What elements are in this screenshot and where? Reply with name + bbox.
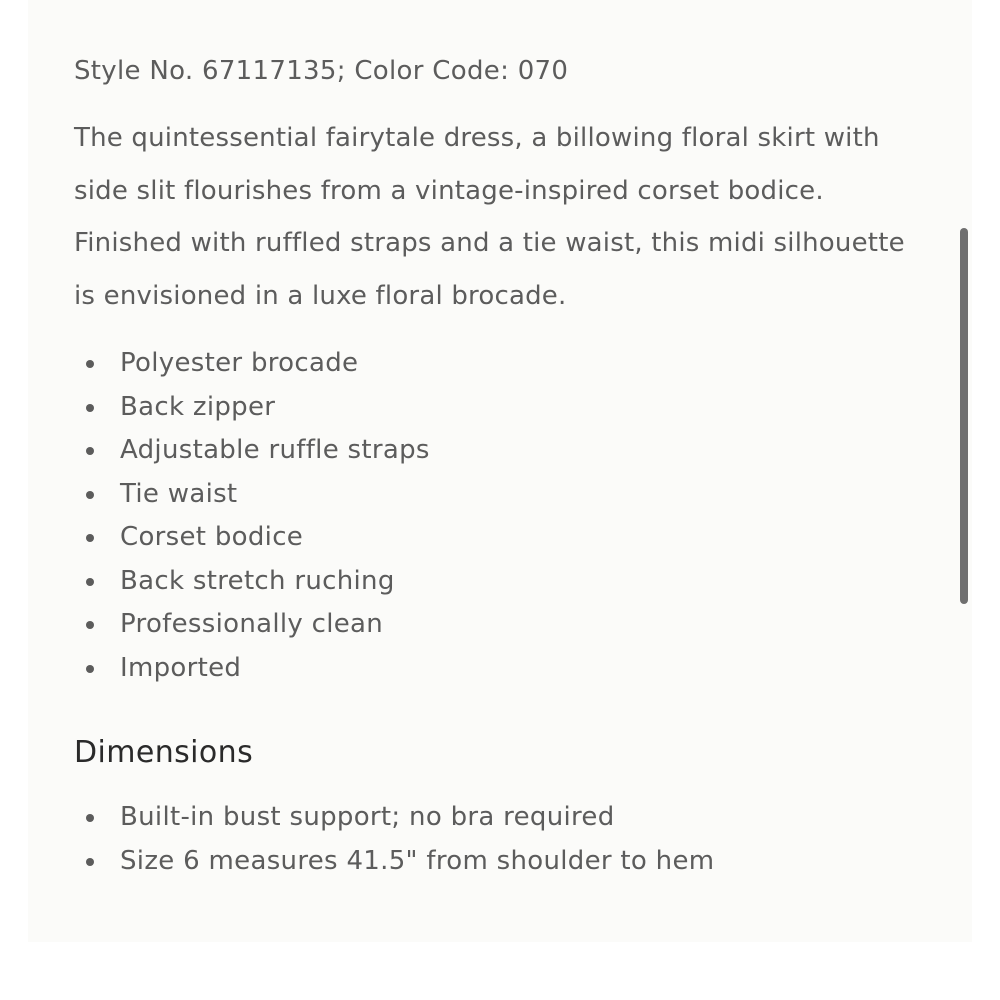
bullet-icon (86, 491, 94, 499)
list-item (74, 342, 914, 386)
feature-label: Tie waist (120, 478, 238, 509)
dimension-label: Built-in bust support; no bra required (120, 802, 615, 832)
list-item (74, 796, 914, 840)
product-details-panel (28, 0, 972, 942)
list-item (74, 603, 914, 647)
bullet-icon (86, 404, 94, 412)
list-item (74, 647, 914, 691)
dimensions-heading: Dimensions (74, 735, 254, 770)
bullet-icon (86, 534, 94, 542)
list-item (74, 473, 914, 517)
bullet-icon (86, 360, 94, 368)
feature-label: Polyester brocade (120, 348, 359, 378)
vertical-scrollbar[interactable] (960, 228, 968, 604)
bullet-icon (86, 621, 94, 629)
bullet-icon (86, 665, 94, 673)
feature-label: Imported (120, 652, 242, 683)
bullet-icon (86, 814, 94, 822)
bullet-icon (86, 578, 94, 586)
dimensions-list (74, 796, 914, 883)
dimension-label: Size 6 measures 41.5" from shoulder to hem (120, 845, 715, 876)
feature-label: Adjustable ruffle straps (120, 435, 430, 465)
feature-label: Professionally clean (120, 609, 384, 639)
feature-label: Corset bodice (120, 522, 304, 552)
style-number: Style No. 67117135; Color Code: 070 (74, 56, 569, 86)
bullet-icon (86, 447, 94, 455)
list-item (74, 560, 914, 604)
list-item (74, 516, 914, 560)
list-item (74, 840, 914, 884)
product-description: The quintessential fairytale dress, a billowing floral skirt with side slit flourishes from a vintage-inspired corset bodice. Finished with ruffled straps and a tie waist, this midi silhouette is envisioned in a luxe floral brocade. (74, 123, 905, 311)
list-item (74, 429, 914, 473)
feature-label: Back zipper (120, 391, 276, 422)
list-item (74, 386, 914, 430)
feature-list (74, 342, 914, 690)
bullet-icon (86, 858, 94, 866)
product-details-content (74, 40, 914, 883)
feature-label: Back stretch ruching (120, 565, 395, 596)
